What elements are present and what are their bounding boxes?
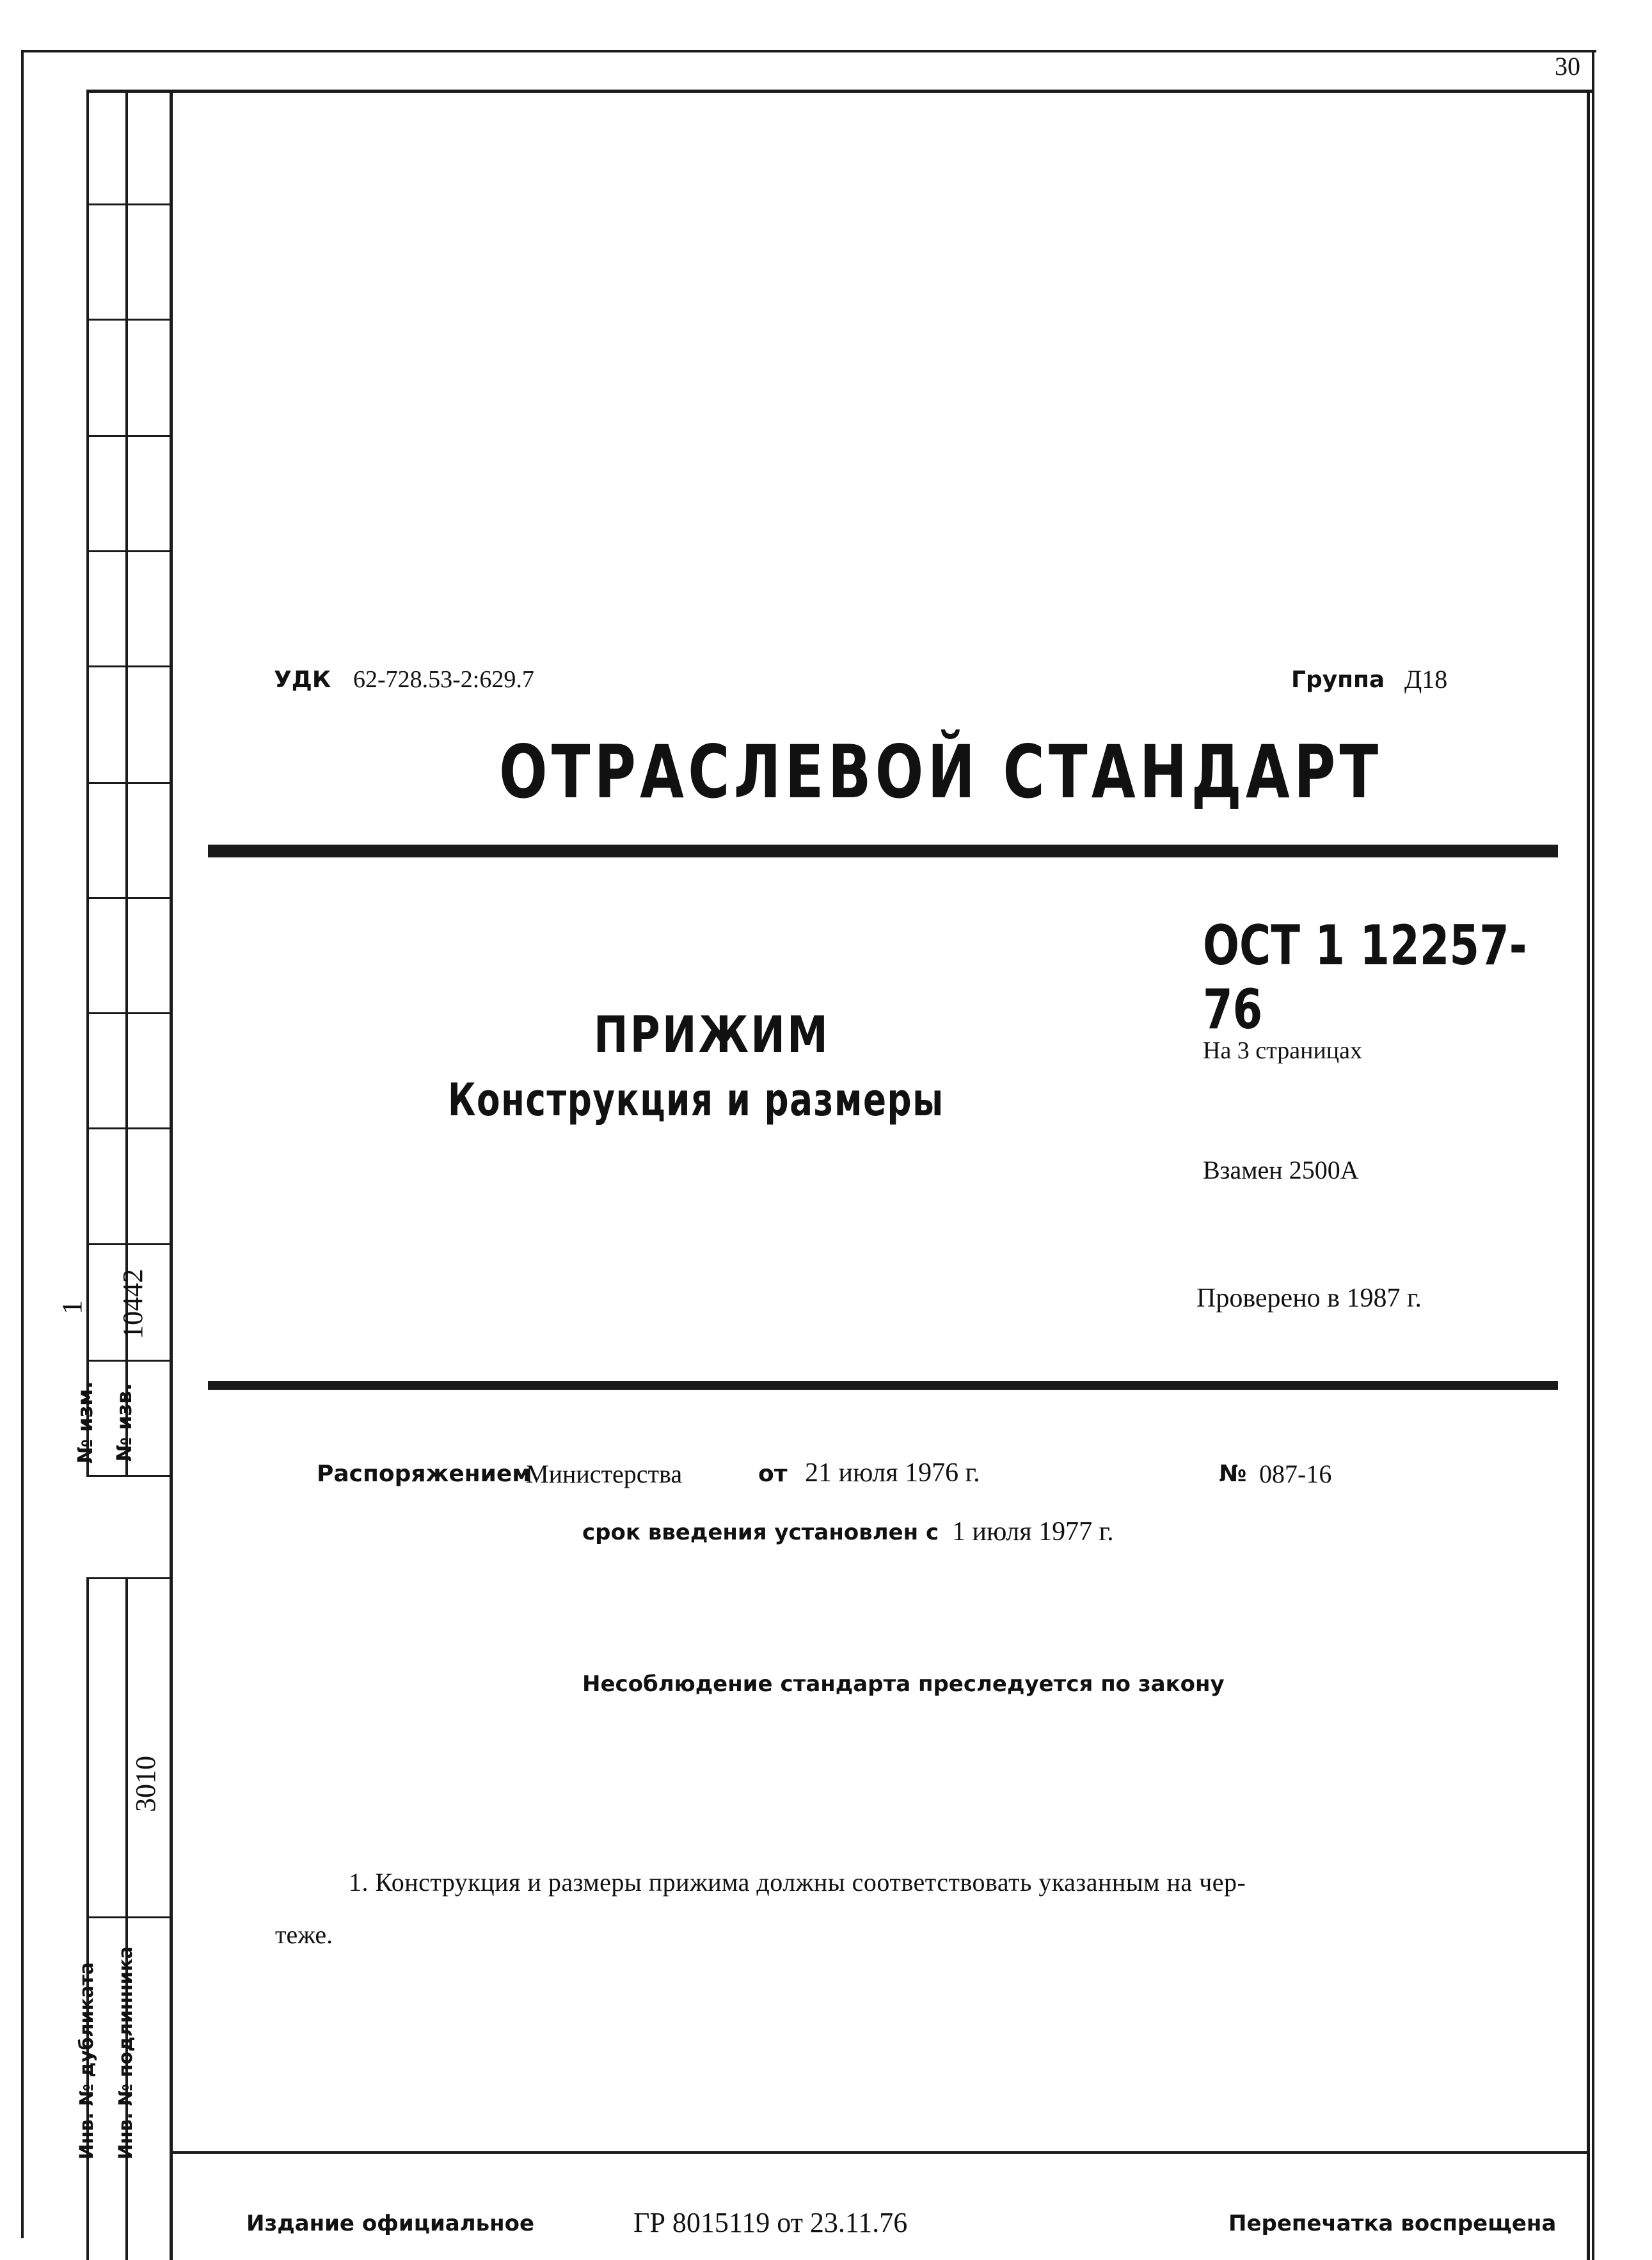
order-date: 21 июля 1976 г. <box>805 1458 980 1488</box>
footer-official-edition: Издание официальное <box>246 2211 535 2236</box>
stamp-rule <box>86 897 171 899</box>
page-number: 30 <box>1555 52 1580 81</box>
inner-frame-left <box>170 90 173 2260</box>
udk-value: 62-728.53-2:629.7 <box>353 666 534 693</box>
order-ministry: Министерства <box>526 1460 683 1488</box>
pages-count: На 3 страницах <box>1203 1037 1362 1064</box>
document-designation: ОСТ 1 12257-76 <box>1203 914 1527 1042</box>
stamp-rule <box>86 1127 171 1129</box>
stamp-rule <box>86 319 171 321</box>
stamp-change-number: 1 <box>56 1300 88 1314</box>
effective-label: срок введения установлен с <box>582 1520 939 1545</box>
product-name: ПРИЖИМ <box>594 1007 830 1064</box>
order-number: 087-16 <box>1259 1460 1332 1488</box>
stamp-change-label: № изм. <box>73 1381 97 1464</box>
checked-info: Проверено в 1987 г. <box>1196 1284 1422 1313</box>
stamp-rule <box>86 782 171 784</box>
frame-top-line <box>22 50 1596 52</box>
stamp-rule <box>86 1916 171 1918</box>
info-rule <box>208 1381 1558 1390</box>
stamp-rule <box>86 550 171 552</box>
clause-1-line-1: 1. Конструкция и размеры прижима должны соответствовать указанным на чер- <box>349 1868 1246 1897</box>
stamp-original-label: Инв. № подлинника <box>115 1946 136 2160</box>
group-label: Группа <box>1291 667 1385 693</box>
stamp-rule <box>86 1475 171 1477</box>
document-title: ОТРАСЛЕВОЙ СТАНДАРТ <box>499 729 1383 815</box>
stamp-rule <box>86 1012 171 1014</box>
product-subtitle: Конструкция и размеры <box>448 1074 944 1126</box>
udk-label: УДК <box>274 667 331 693</box>
compliance-warning: Несоблюдение стандарта преследуется по закону <box>582 1671 1225 1697</box>
stamp-rule <box>86 1243 171 1245</box>
stamp-notice-number: 10442 <box>117 1269 148 1339</box>
title-rule <box>208 845 1558 857</box>
effective-date: 1 июля 1977 г. <box>952 1517 1114 1547</box>
group-value: Д18 <box>1404 665 1448 694</box>
inner-frame-top <box>86 90 1593 93</box>
inner-frame-right <box>1587 90 1590 2260</box>
stamp-rule <box>86 1360 171 1362</box>
stamp-rule <box>86 203 171 205</box>
order-label: Распоряжением <box>317 1461 531 1487</box>
stamp-duplicate-label: Инв. № дубликата <box>75 1962 97 2160</box>
stamp-rule <box>86 1577 171 1579</box>
order-from: от <box>758 1461 788 1487</box>
footer-reprint-prohibited: Перепечатка воспрещена <box>1228 2211 1557 2236</box>
clause-1-line-2: теже. <box>275 1920 333 1949</box>
stamp-rule <box>86 435 171 437</box>
footer-separator <box>170 2151 1589 2154</box>
stamp-notice-label: № изв. <box>112 1383 136 1462</box>
footer-registration: ГР 8015119 от 23.11.76 <box>633 2207 908 2238</box>
order-number-label: № <box>1219 1461 1247 1487</box>
frame-left-line <box>21 50 24 2238</box>
frame-right-line <box>1592 50 1594 2260</box>
replaces-info: Взамен 2500А <box>1203 1156 1359 1184</box>
stamp-original-inventory: 3010 <box>130 1756 161 1812</box>
stamp-rule <box>86 665 171 667</box>
